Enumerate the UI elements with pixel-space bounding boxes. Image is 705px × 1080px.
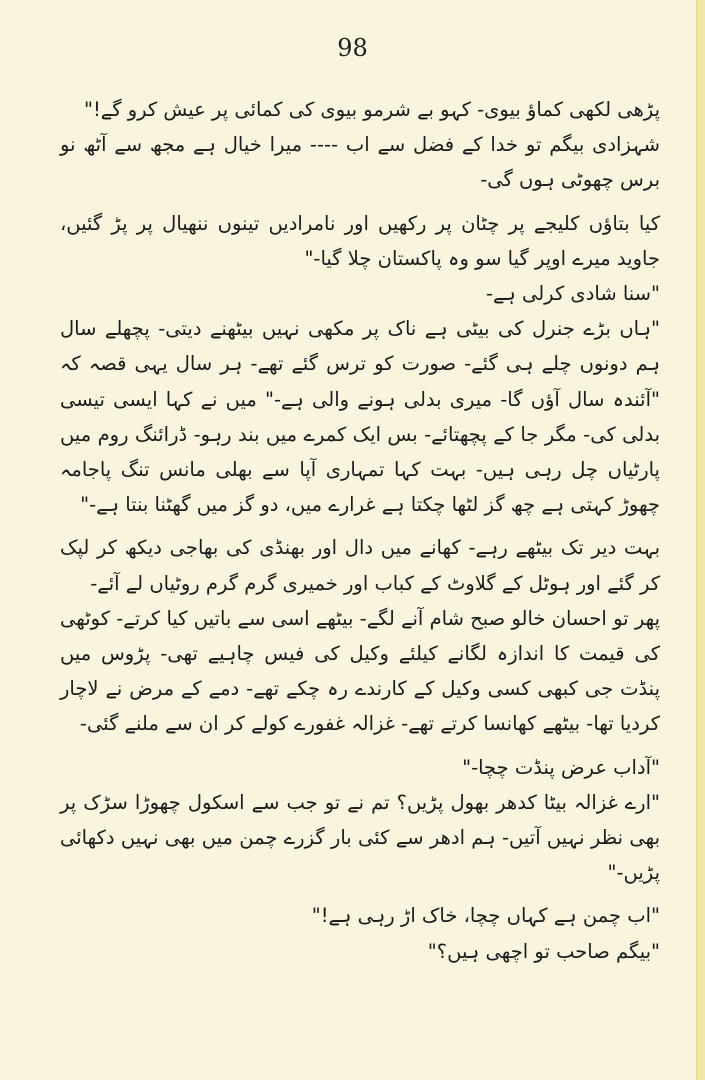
paragraph: "ہاں بڑے جنرل کی بیٹی ہے ناک پر مکھی نہیں بیٹھنے دیتی- پچھلے سال ہم دونوں چلے ہی گئے- صورت کو ترس گئے تھے- ہر سال یہی قصہ کہ "آئندہ سال آؤں گا- میری بدلی ہونے والی ہے-" میں نے کہا ایسی تیسی بدلی کی- مگر جا کے پچھتائے- بس ایک کمرے میں بند رہو- ڈرائنگ روم میں پارٹیاں چل رہی ہیں- بہت کہا تمہاری آپا سے بھلی مانس تنگ پاجامہ چھوڑ کہتی ہے چھ گز لٹھا چکتا ہے غرارے میں، دو گز میں گھٹنا بنتا ہے-" <box>60 317 660 517</box>
page-number: 98 <box>337 34 368 62</box>
paragraph: "اب چمن ہے کہاں چچا، خاک اڑ رہی ہے!" <box>311 904 660 928</box>
paragraph: پڑھی لکھی کماؤ بیوی- کہو بے شرمو بیوی کی کمائی پر عیش کرو گے!" <box>84 98 660 121</box>
paragraph: "آداب عرض پنڈت چچا-" <box>462 755 660 779</box>
page-body-text <box>60 92 660 969</box>
paragraph: "سنا شادی کرلی ہے- <box>485 282 660 306</box>
paragraph: بہت دیر تک بیٹھے رہے- کھانے میں دال اور بھنڈی کی بھاجی دیکھ کر لپک کر گئے اور ہوٹل کے گلاوٹ کے کباب اور خمیری گرم گرم روٹیاں لے آئے- <box>60 536 660 595</box>
paragraph: پھر تو احسان خالو صبح شام آنے لگے- بیٹھے اسی سے باتیں کیا کرتے- کوٹھی کی قیمت کا اندازہ لگانے کیلئے وکیل کی فیس چاہیے تھی- پڑوس میں پنڈت جی کبھی کسی وکیل کے کارندے رہ چکے تھے- دمے کے مرض نے لاچار کردیا تھا- بیٹھے کھانسا کرتے تھے- غزالہ غفورے کولے کر ان سے ملنے گئی- <box>60 606 660 736</box>
paragraph: کیا بتاؤں کلیجے پر چٹان پر رکھیں اور نامرادیں تینوں ننھیال پر پڑ گئیں، جاوید میرے اوپر گیا سو وہ پاکستان چلا گیا-" <box>60 211 660 270</box>
paragraph: "بیگم صاحب تو اچھی ہیں؟" <box>427 939 660 963</box>
page-gutter-edge <box>696 0 705 1080</box>
paragraph: شہزادی بیگم تو خدا کے فضل سے اب ---- میرا خیال ہے مجھ سے آٹھ نو برس چھوٹی ہوں گی- <box>60 133 660 192</box>
paragraph: "ارے غزالہ بیٹا کدھر بھول پڑیں؟ تم نے تو جب سے اسکول چھوڑا سڑک پر بھی نظر نہیں آتیں- ہم ادھر سے کئی بار گزرے چمن میں بھی نہیں دکھائی پڑیں-" <box>60 790 660 885</box>
